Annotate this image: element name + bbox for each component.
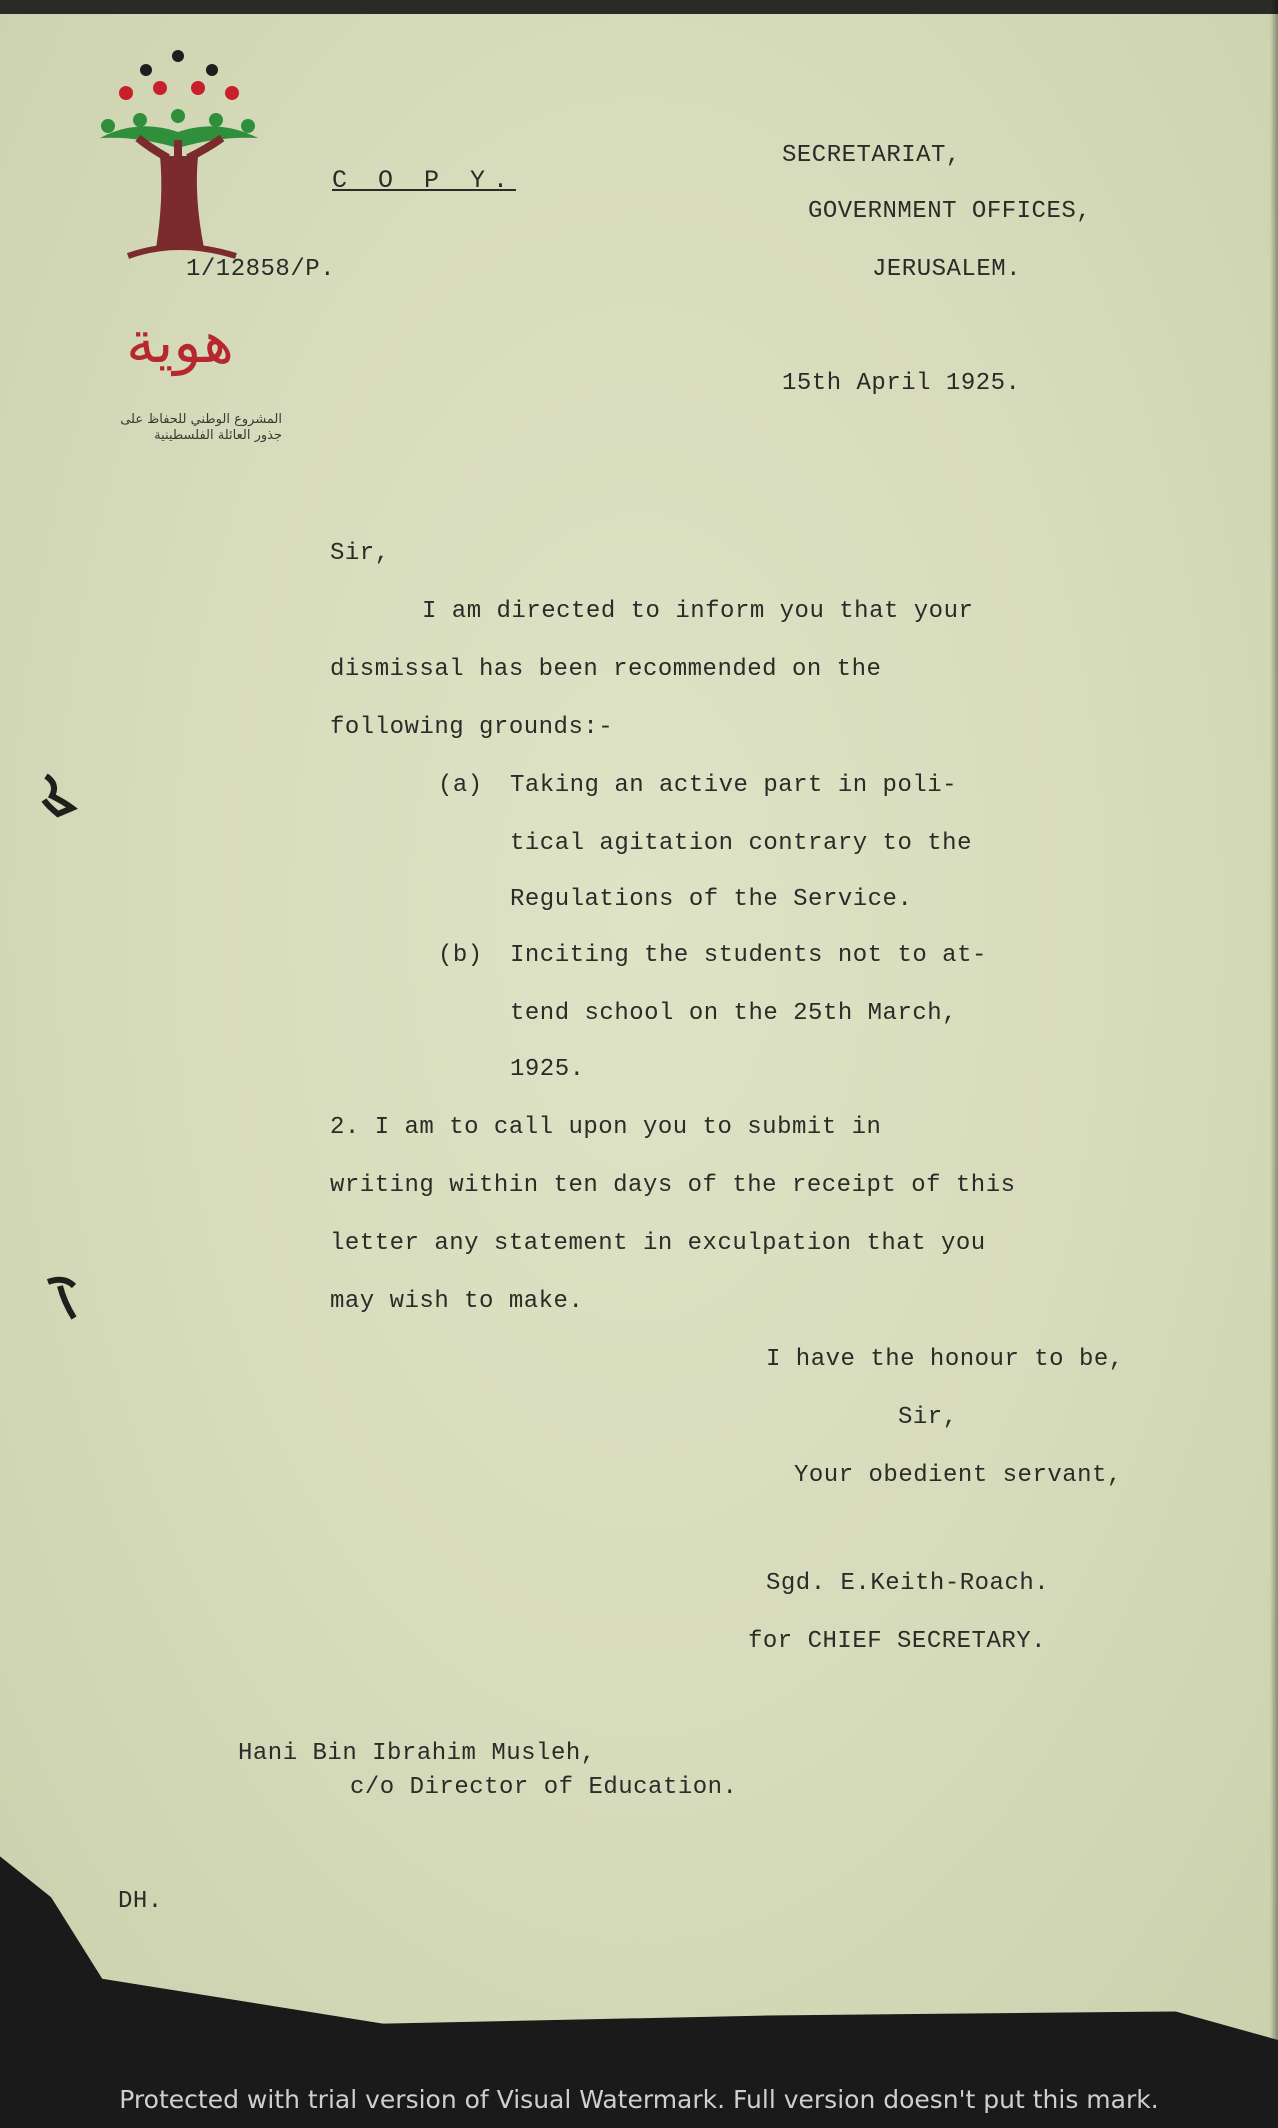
office-line-2: GOVERNMENT OFFICES, <box>808 198 1092 225</box>
tree-logo-icon <box>98 48 268 288</box>
typist-initials: DH. <box>118 1888 163 1915</box>
for-chief-secretary: for CHIEF SECRETARY. <box>748 1628 1047 1655</box>
signature-line: Sgd. E.Keith-Roach. <box>766 1570 1050 1597</box>
copy-title: C O P Y. <box>332 166 517 195</box>
ground-a-line-1: Taking an active part in poli- <box>510 772 958 799</box>
body-line-2: dismissal has been recommended on the <box>330 656 882 683</box>
closing-line-2: Sir, <box>898 1404 958 1431</box>
logo-caption-line1: المشروع الوطني للحفاظ على <box>120 412 282 427</box>
addressee-care-of: c/o Director of Education. <box>350 1774 738 1801</box>
letter-date: 15th April 1925. <box>782 370 1021 397</box>
para2-line-1: 2. I am to call upon you to submit in <box>330 1114 882 1141</box>
ground-a-marker: (a) <box>438 772 483 799</box>
margin-ink-mark-1 <box>38 772 78 822</box>
para2-line-4: may wish to make. <box>330 1288 584 1315</box>
closing-line-1: I have the honour to be, <box>766 1346 1124 1373</box>
addressee-name: Hani Bin Ibrahim Musleh, <box>238 1740 596 1767</box>
margin-ink-mark-2 <box>44 1274 84 1324</box>
salutation: Sir, <box>330 540 390 567</box>
ground-b-line-1: Inciting the students not to at- <box>510 942 987 969</box>
closing-line-3: Your obedient servant, <box>794 1462 1122 1489</box>
reference-number: 1/12858/P. <box>186 256 336 283</box>
ground-b-line-2: tend school on the 25th March, <box>510 1000 958 1027</box>
ground-a-line-2: tical agitation contrary to the <box>510 830 972 857</box>
para2-line-3: letter any statement in exculpation that you <box>330 1230 986 1257</box>
office-line-3: JERUSALEM. <box>872 256 1022 283</box>
logo-caption <box>82 412 282 444</box>
paper-right-edge <box>1270 0 1278 2040</box>
logo-arabic-word <box>100 292 260 402</box>
body-line-1: I am directed to inform you that your <box>422 598 974 625</box>
trial-watermark: Protected with trial version of Visual Watermark. Full version doesn't put this mark. <box>119 2085 1159 2114</box>
office-line-1: SECRETARIAT, <box>782 142 961 169</box>
ground-a-line-3: Regulations of the Service. <box>510 886 913 913</box>
ground-b-marker: (b) <box>438 942 483 969</box>
svg-text:هوية: هوية <box>126 308 234 376</box>
ground-b-line-3: 1925. <box>510 1056 585 1083</box>
para2-line-2: writing within ten days of the receipt of this <box>330 1172 1016 1199</box>
logo-caption-line2: جذور العائلة الفلسطينية <box>154 428 282 443</box>
scan-top-edge <box>0 0 1278 14</box>
body-line-3: following grounds:- <box>330 714 614 741</box>
